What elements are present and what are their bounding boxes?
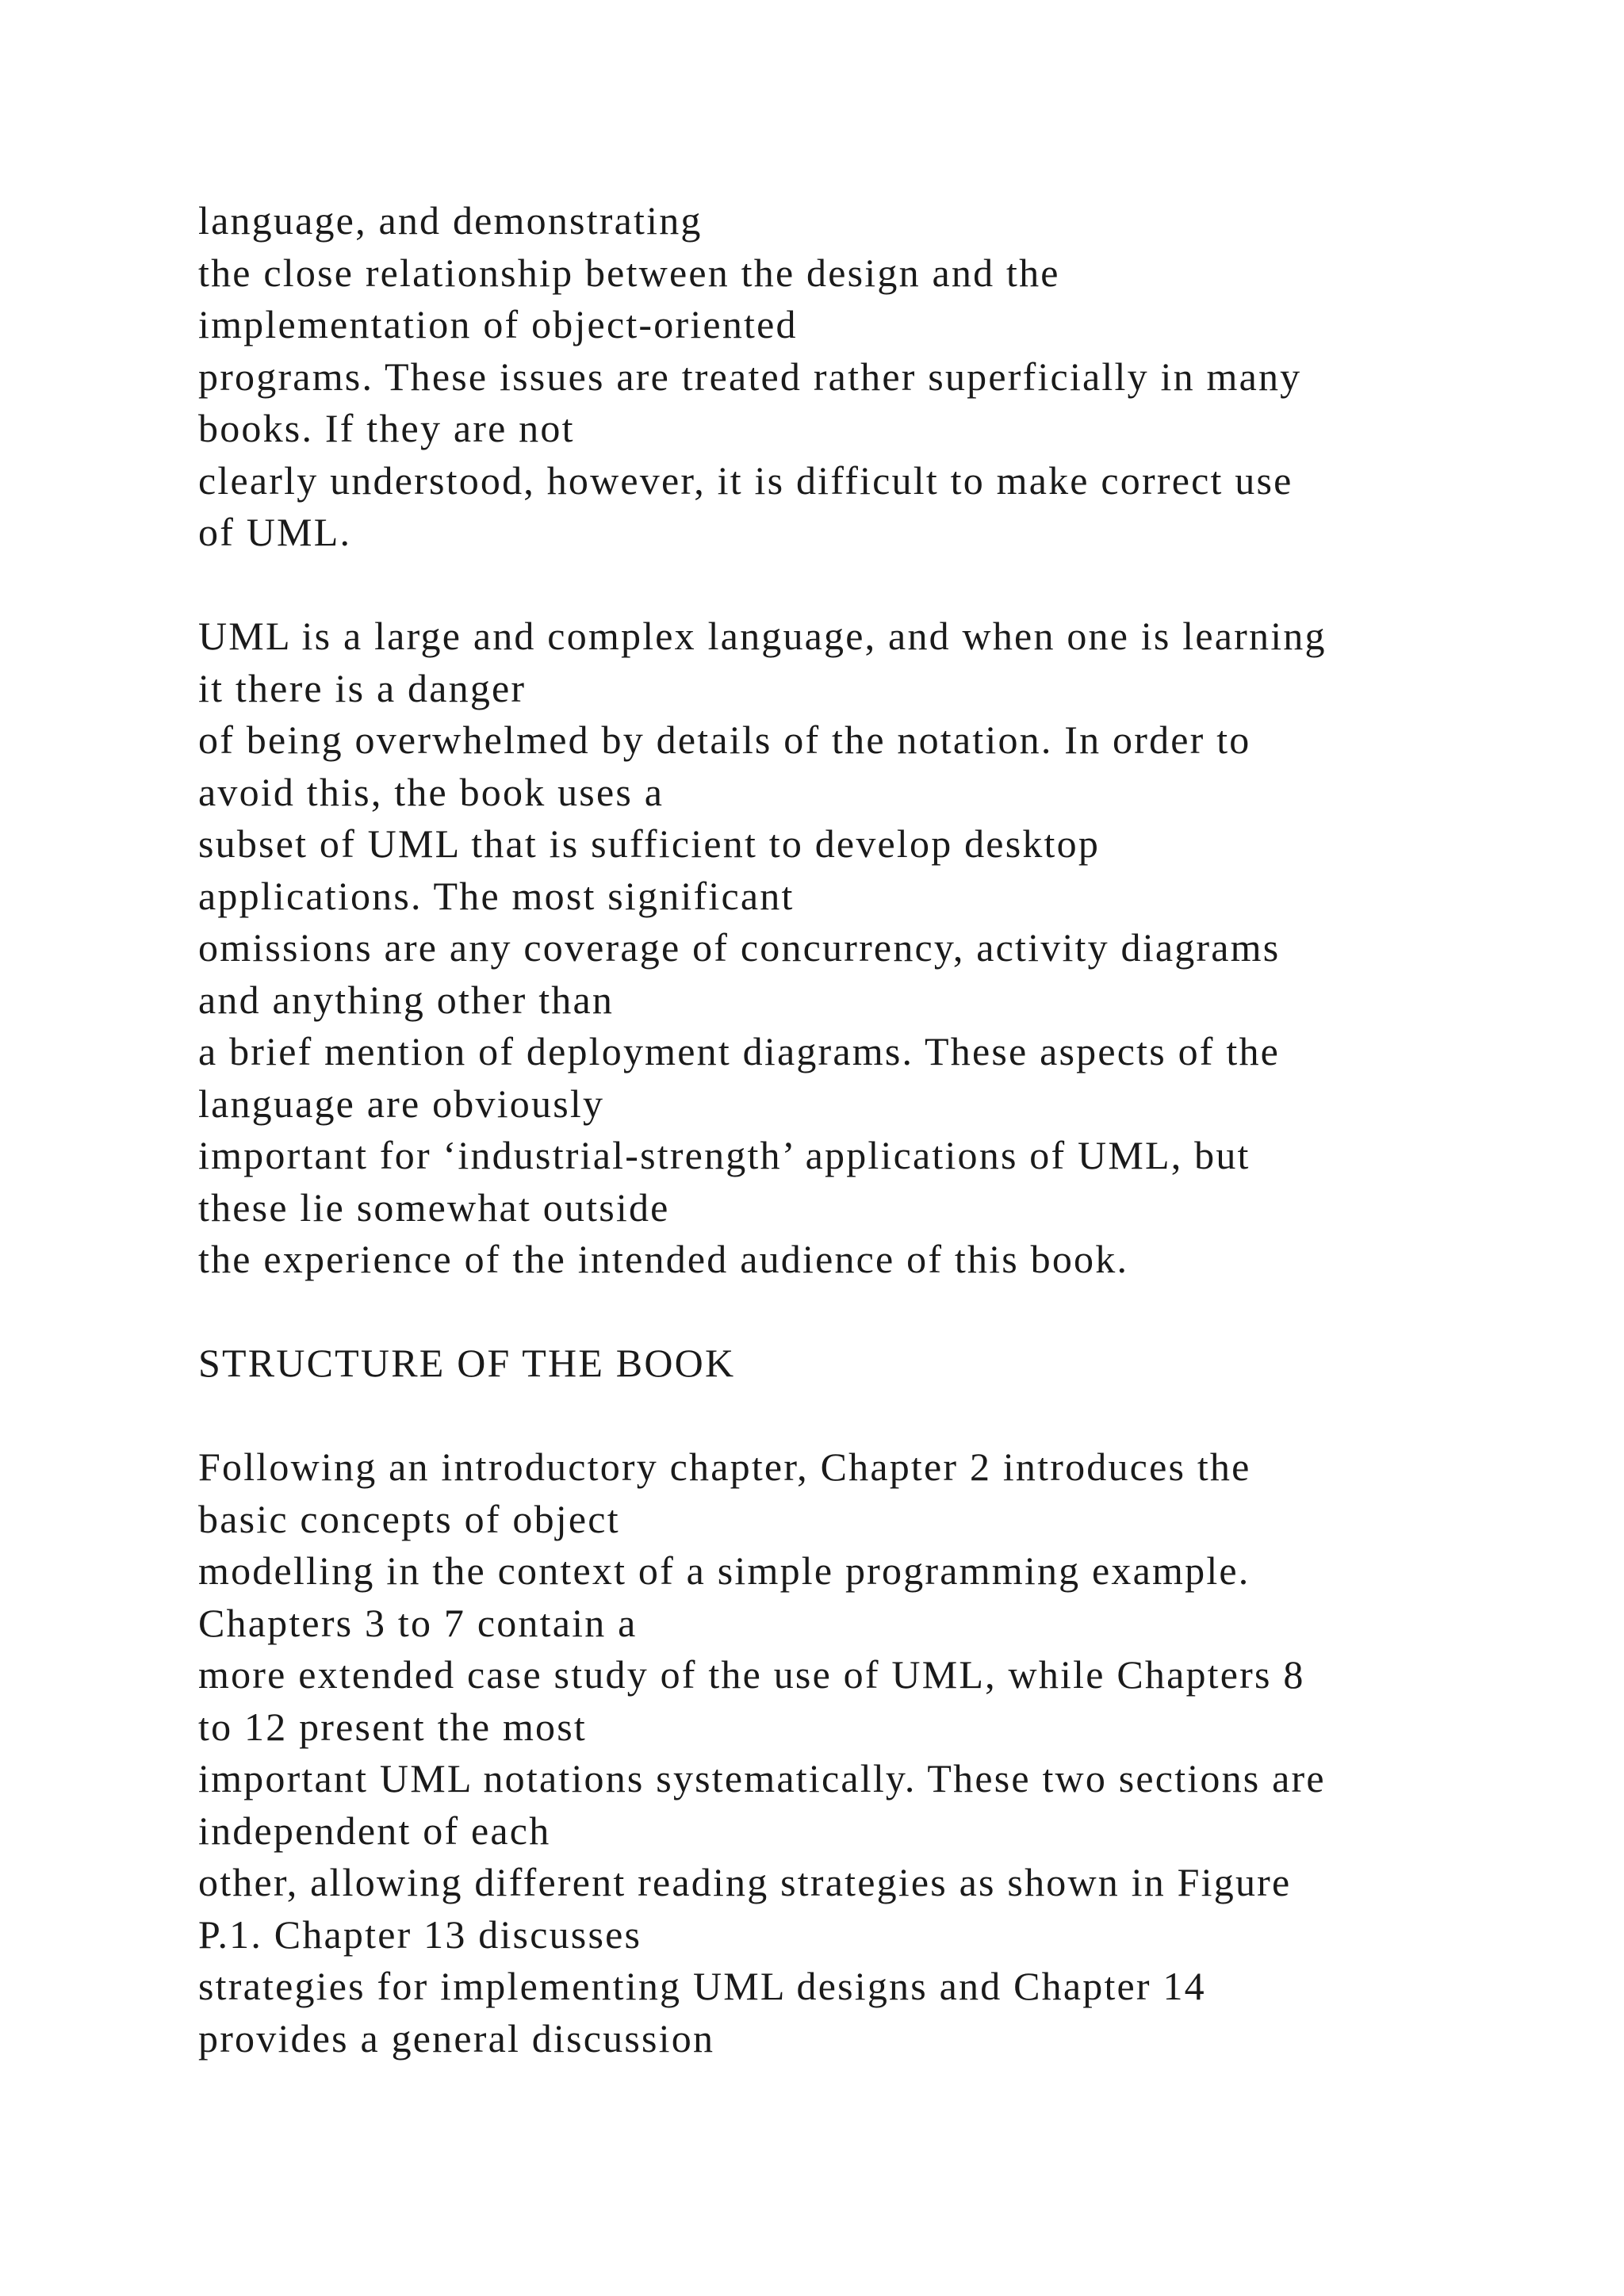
text-line: more extended case study of the use of UML, while Chapters 8 <box>198 1652 1305 1697</box>
text-line: strategies for implementing UML designs and Chapter 14 <box>198 1964 1206 2008</box>
text-line: avoid this, the book uses a <box>198 769 665 814</box>
paragraph <box>198 610 1546 1286</box>
paragraph <box>198 1441 1546 2064</box>
text-line: clearly understood, however, it is difficult to make correct use <box>198 457 1293 503</box>
text-line: modelling in the context of a simple programming example. <box>198 1548 1251 1593</box>
heading-text: STRUCTURE OF THE BOOK <box>198 1341 736 1385</box>
text-line: books. If they are not <box>198 406 575 450</box>
text-line: language, and demonstrating <box>198 198 703 243</box>
text-line: of UML. <box>198 510 352 554</box>
text-line: language are obviously <box>198 1081 605 1126</box>
text-line: important for ‘industrial-strength’ applications of UML, but <box>198 1133 1251 1177</box>
text-line: the experience of the intended audience of this book. <box>198 1237 1129 1281</box>
text-line: these lie somewhat outside <box>198 1184 670 1230</box>
text-line: Chapters 3 to 7 contain a <box>198 1600 638 1645</box>
text-line: P.1. Chapter 13 discusses <box>198 1911 642 1957</box>
text-line: and anything other than <box>198 977 615 1022</box>
text-line: implementation of object-oriented <box>198 302 798 346</box>
section-heading <box>198 1337 1546 1390</box>
paragraph <box>198 195 1546 559</box>
text-line: basic concepts of object <box>198 1496 620 1541</box>
text-line: Following an introductory chapter, Chapter 2 introduces the <box>198 1445 1251 1489</box>
text-line: the close relationship between the design and the <box>198 250 1060 295</box>
text-line: independent of each <box>198 1808 551 1853</box>
text-line: UML is a large and complex language, and when one is learning <box>198 614 1327 658</box>
text-line: other, allowing different reading strategies as shown in Figure <box>198 1860 1292 1904</box>
text-line: of being overwhelmed by details of the notation. In order to <box>198 718 1251 762</box>
text-line: programs. These issues are treated rather superficially in many <box>198 354 1302 399</box>
text-line: omissions are any coverage of concurrency, activity diagrams <box>198 925 1281 970</box>
text-line: to 12 present the most <box>198 1704 588 1749</box>
text-line: it there is a danger <box>198 665 527 710</box>
text-line: important UML notations systematically. These two sections are <box>198 1756 1326 1800</box>
paragraph-gap <box>198 559 1546 611</box>
paragraph-gap <box>198 1286 1546 1338</box>
document-body <box>198 195 1546 2064</box>
paragraph-gap <box>198 1390 1546 1442</box>
text-line: subset of UML that is sufficient to develop desktop <box>198 821 1101 866</box>
text-line: provides a general discussion <box>198 2015 715 2061</box>
text-line: applications. The most significant <box>198 873 795 918</box>
text-line: a brief mention of deployment diagrams. These aspects of the <box>198 1029 1281 1073</box>
